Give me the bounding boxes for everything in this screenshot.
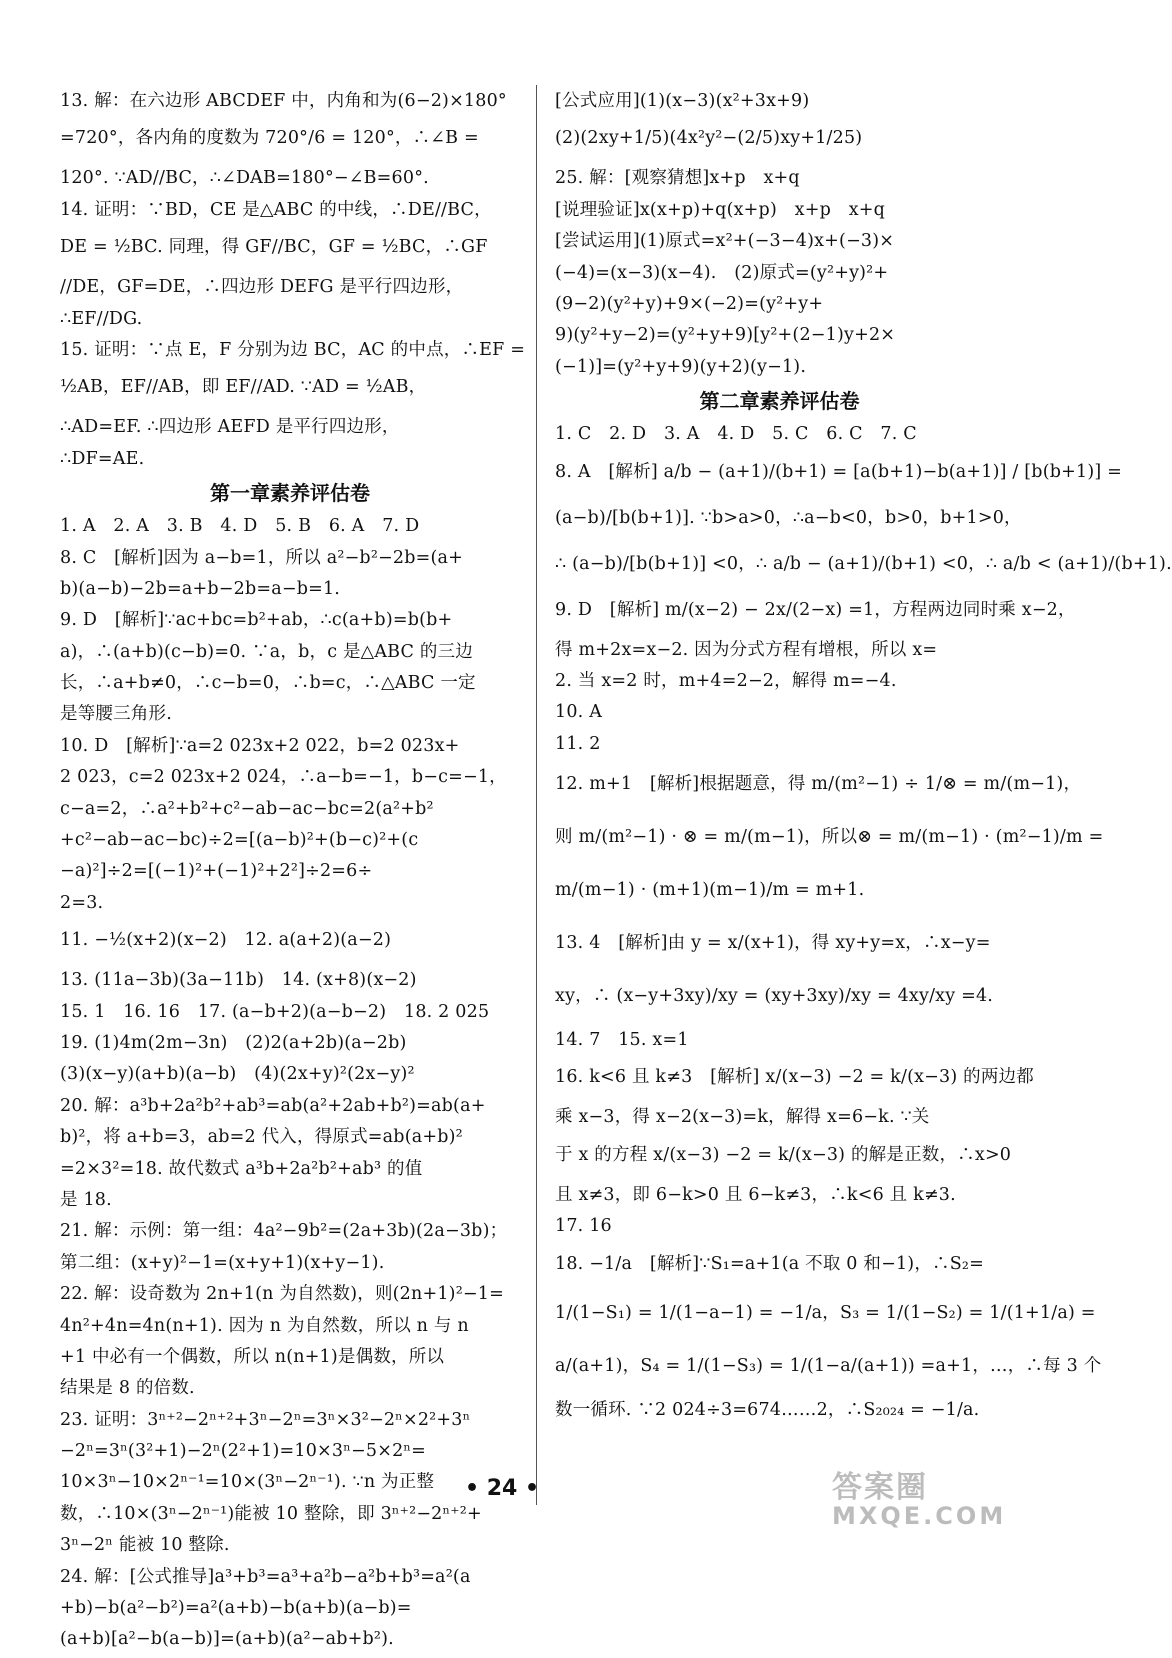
text-line: 是等腰三角形. <box>60 704 172 725</box>
text-line: 24. 解：[公式推导]a³+b³=a³+a²b−a²b+b³=a²(a <box>60 1566 471 1587</box>
text-line: 得 m+2x=x−2. 因为分式方程有增根，所以 x= <box>555 639 938 660</box>
text-line: 10. A <box>555 702 603 723</box>
watermark-logo <box>832 1462 1007 1534</box>
text-line: c−a=2，∴a²+b²+c²−ab−ac−bc=2(a²+b² <box>60 798 434 819</box>
text-line: 2=3. <box>60 892 104 913</box>
text-line: 是 18. <box>60 1189 112 1210</box>
text-line: 第二组：(x+y)²−1=(x+y+1)(x+y−1). <box>60 1252 385 1273</box>
left-column <box>60 88 526 1658</box>
text-line: ½AB，EF//AB，即 EF//AD. ∵AD = ½AB， <box>60 377 427 398</box>
text-line: 14. 证明：∵BD，CE 是△ABC 的中线，∴DE//BC， <box>60 199 492 220</box>
text-line: 11. −½(x+2)(x−2) 12. a(a+2)(a−2) <box>60 930 392 951</box>
text-line: 13. 4 [解析]由 y = x/(x+1)，得 xy+y=x，∴x−y= <box>555 933 991 954</box>
text-line: 20. 解：a³b+2a²b²+ab³=ab(a²+2ab+b²)=ab(a+ <box>60 1095 486 1116</box>
text-line: 长，∴a+b≠0，∴c−b=0，∴b=c，∴△ABC 一定 <box>60 673 476 694</box>
text-line: 9. D [解析] m/(x−2) − 2x/(2−x) =1，方程两边同时乘 x−2， <box>555 599 1076 620</box>
text-line: =720°，各内角的度数为 720°/6 = 120°，∴∠B = <box>60 128 479 149</box>
text-line: (−1)]=(y²+y+9)(y+2)(y−1). <box>555 356 807 377</box>
text-line: 15. 1 16. 16 17. (a−b+2)(a−b−2) 18. 2 025 <box>60 1001 490 1022</box>
text-line: ∴ (a−b)/[b(b+1)] <0，∴ a/b − (a+1)/(b+1) <0，∴ a/b < (a+1)/(b+1). <box>555 553 1172 574</box>
text-line: 15. 证明：∵点 E，F 分别为边 BC，AC 的中点，∴EF = <box>60 339 526 360</box>
text-line: =2×3²=18. 故代数式 a³b+2a²b²+ab³ 的值 <box>60 1158 423 1179</box>
text-line: −a)²]÷2=[(−1)²+(−1)²+2²]÷2=6÷ <box>60 861 373 882</box>
text-line: 13. (11a−3b)(3a−11b) 14. (x+8)(x−2) <box>60 970 417 991</box>
text-line: 4n²+4n=4n(n+1). 因为 n 为自然数，所以 n 与 n <box>60 1315 469 1336</box>
text-line: (3)(x−y)(a+b)(a−b) (4)(2x+y)²(2x−y)² <box>60 1064 415 1085</box>
text-line: 9)(y²+y−2)=(y²+y+9)[y²+(2−1)y+2× <box>555 325 896 346</box>
page-number: • 24 • <box>464 1476 540 1501</box>
text-line: 2 023，c=2 023x+2 024，∴a−b=−1，b−c=−1， <box>60 767 507 788</box>
text-line: +1 中必有一个偶数，所以 n(n+1)是偶数，所以 <box>60 1346 445 1367</box>
text-line: 21. 解：示例：第一组：4a²−9b²=(2a+3b)(2a−3b)； <box>60 1221 508 1242</box>
text-line: 乘 x−3，得 x−2(x−3)=k，解得 x=6−k. ∵关 <box>555 1107 930 1128</box>
text-line: 13. 解：在六边形 ABCDEF 中，内角和为(6−2)×180° <box>60 91 507 111</box>
text-line: (−4)=(x−3)(x−4). (2)原式=(y²+y)²+ <box>555 262 889 283</box>
text-line: 11. 2 <box>555 733 601 754</box>
column-divider <box>536 85 537 1505</box>
section-heading: 第二章素养评估卷 <box>699 389 860 414</box>
text-line: (a+b)[a²−b(a−b)]=(a+b)(a²−ab+b²). <box>60 1629 394 1650</box>
text-line: 19. (1)4m(2m−3n) (2)2(a+2b)(a−2b) <box>60 1032 407 1053</box>
watermark-text: 答案圈 <box>832 1470 928 1505</box>
text-line: a)，∴(a+b)(c−b)=0. ∵a，b，c 是△ABC 的三边 <box>60 641 473 662</box>
text-line: 18. −1/a [解析]∵S₁=a+1(a 不取 0 和−1)，∴S₂= <box>555 1253 984 1274</box>
text-line: +b)−b(a²−b²)=a²(a+b)−b(a+b)(a−b)= <box>60 1598 412 1619</box>
text-line: b)(a−b)−2b=a+b−2b=a−b=1. <box>60 578 341 599</box>
right-column <box>555 88 1172 1428</box>
text-line: 25. 解：[观察猜想]x+p x+q <box>555 168 800 189</box>
text-line: m/(m−1) · (m+1)(m−1)/m = m+1. <box>555 880 865 901</box>
text-line: (9−2)(y²+y)+9×(−2)=(y²+y+ <box>555 293 824 314</box>
text-line: xy，∴ (x−y+3xy)/xy = (xy+3xy)/xy = 4xy/xy =4. <box>555 986 994 1007</box>
text-line: DE = ½BC. 同理，得 GF//BC，GF = ½BC，∴GF <box>60 237 488 258</box>
text-line: −2ⁿ=3ⁿ(3²+1)−2ⁿ(2²+1)=10×3ⁿ−5×2ⁿ= <box>60 1441 427 1462</box>
text-line: 22. 解：设奇数为 2n+1(n 为自然数)，则(2n+1)²−1= <box>60 1284 504 1305</box>
text-line: 10. D [解析]∵a=2 023x+2 022，b=2 023x+ <box>60 735 460 756</box>
text-line: 17. 16 <box>555 1216 612 1237</box>
text-line: 数一循环. ∵2 024÷3=674……2，∴S₂₀₂₄ = −1/a. <box>555 1399 980 1420</box>
text-line: a/(a+1)，S₄ = 1/(1−S₃) = 1/(1−a/(a+1)) =a+1，…，∴每 3 个 <box>555 1355 1102 1376</box>
text-line: 且 x≠3，即 6−k>0 且 6−k≠3，∴k<6 且 k≠3. <box>555 1184 956 1205</box>
text-line: 8. A [解析] a/b − (a+1)/(b+1) = [a(b+1)−b(a+1)] / [b(b+1)] = <box>555 461 1123 482</box>
text-line: ∴EF//DG. <box>60 308 143 329</box>
text-line: 2. 当 x=2 时，m+4=2−2，解得 m=−4. <box>555 670 897 691</box>
text-line: 结果是 8 的倍数. <box>60 1378 195 1399</box>
text-line: [说理验证]x(x+p)+q(x+p) x+p x+q <box>555 199 886 220</box>
text-line: ∴AD=EF. ∴四边形 AEFD 是平行四边形， <box>60 417 400 438</box>
text-line: [公式应用](1)(x−3)(x²+3x+9) <box>555 91 810 111</box>
text-line: //DE，GF=DE，∴四边形 DEFG 是平行四边形， <box>60 277 464 298</box>
text-line: 1. A 2. A 3. B 4. D 5. B 6. A 7. D <box>60 516 420 537</box>
section-heading: 第一章素养评估卷 <box>210 481 370 506</box>
text-line: 3ⁿ−2ⁿ 能被 10 整除. <box>60 1535 230 1556</box>
text-line: 12. m+1 [解析]根据题意，得 m/(m²−1) ÷ 1/⊗ = m/(m−1)， <box>555 774 1082 795</box>
text-line: 于 x 的方程 x/(x−3) −2 = k/(x−3) 的解是正数，∴x>0 <box>555 1144 1012 1165</box>
text-line: 10×3ⁿ−10×2ⁿ⁻¹=10×(3ⁿ−2ⁿ⁻¹). ∵n 为正整 <box>60 1472 435 1493</box>
text-line: 数，∴10×(3ⁿ−2ⁿ⁻¹)能被 10 整除，即 3ⁿ⁺²−2ⁿ⁺²+ <box>60 1503 482 1524</box>
text-line: 120°. ∵AD//BC，∴∠DAB=180°−∠B=60°. <box>60 168 429 189</box>
text-line: 16. k<6 且 k≠3 [解析] x/(x−3) −2 = k/(x−3) 的两边都 <box>555 1067 1034 1088</box>
text-line: 1. C 2. D 3. A 4. D 5. C 6. C 7. C <box>555 424 917 445</box>
text-line: [尝试运用](1)原式=x²+(−3−4)x+(−3)× <box>555 231 895 252</box>
text-line: (2)(2xy+1/5)(4x²y²−(2/5)xy+1/25) <box>555 128 863 149</box>
text-line: 1/(1−S₁) = 1/(1−a−1) = −1/a，S₃ = 1/(1−S₂) = 1/(1+1/a) = <box>555 1302 1096 1323</box>
text-line: (a−b)/[b(b+1)]. ∵b>a>0，∴a−b<0，b>0，b+1>0， <box>555 507 1022 528</box>
text-line: 14. 7 15. x=1 <box>555 1030 689 1051</box>
text-line: 则 m/(m²−1) · ⊗ = m/(m−1)，所以⊗ = m/(m−1) · (m²−1)/m = <box>555 827 1104 848</box>
text-line: ∴DF=AE. <box>60 448 145 469</box>
text-line: 8. C [解析]因为 a−b=1，所以 a²−b²−2b=(a+ <box>60 547 464 568</box>
text-line: 9. D [解析]∵ac+bc=b²+ab，∴c(a+b)=b(b+ <box>60 610 453 631</box>
text-line: 23. 证明：3ⁿ⁺²−2ⁿ⁺²+3ⁿ−2ⁿ=3ⁿ×3²−2ⁿ×2²+3ⁿ <box>60 1409 471 1430</box>
text-line: +c²−ab−ac−bc)÷2=[(a−b)²+(b−c)²+(c <box>60 830 419 851</box>
text-line: b)²，将 a+b=3，ab=2 代入，得原式=ab(a+b)² <box>60 1127 463 1148</box>
watermark-url: MXQE.COM <box>832 1502 1007 1530</box>
